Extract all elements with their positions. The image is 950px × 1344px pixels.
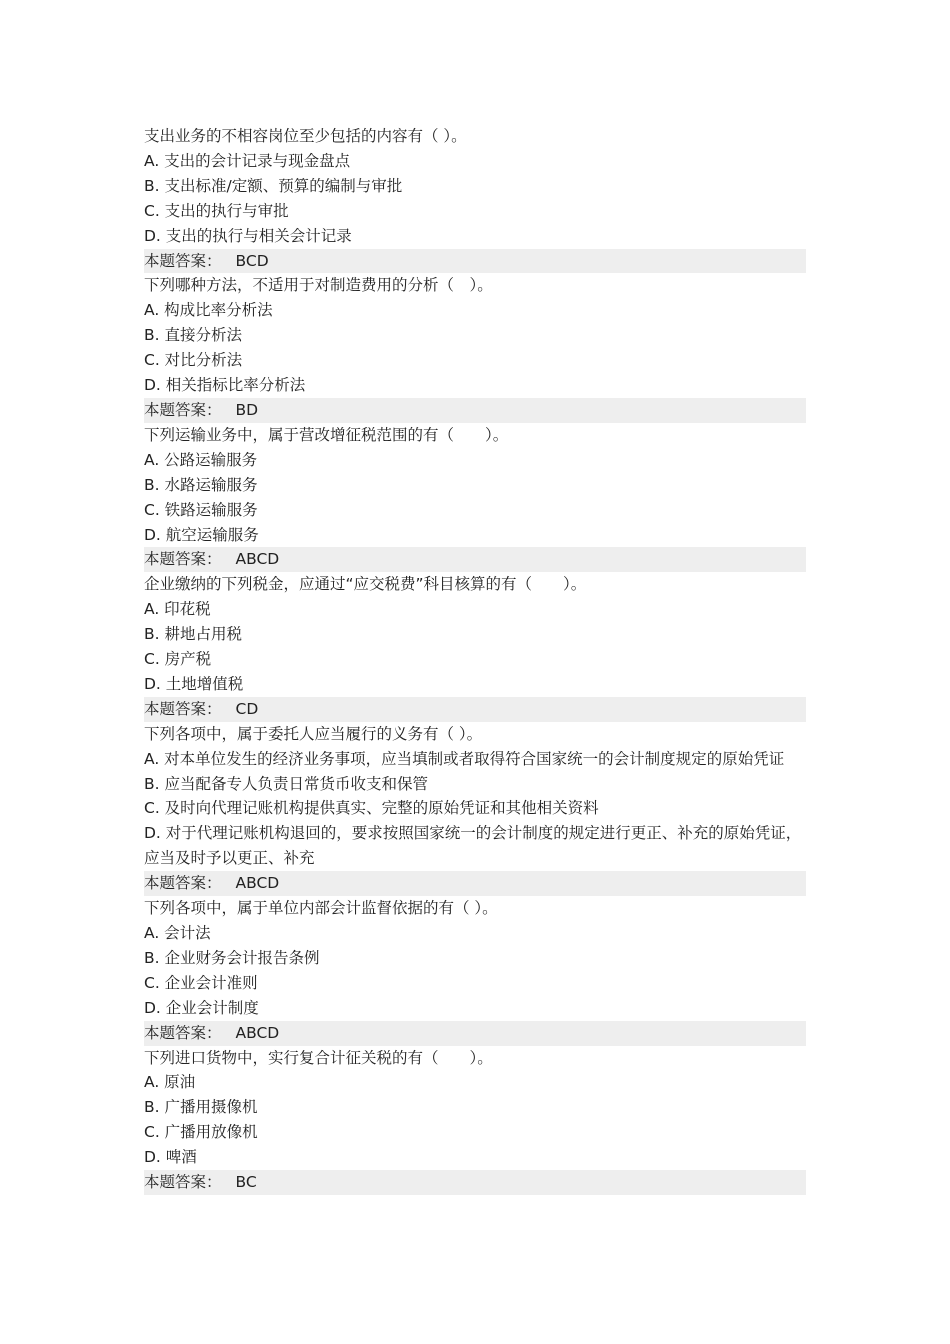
option-d: D. 相关指标比率分析法: [144, 376, 306, 395]
answer-label: 本题答案：: [144, 400, 222, 419]
option-a: A. 支出的会计记录与现金盘点: [144, 151, 351, 170]
option-a: A. 构成比率分析法: [144, 301, 273, 320]
question-3: [144, 423, 806, 572]
answer-value: CD: [235, 699, 259, 718]
answer-label: 本题答案：: [144, 251, 222, 270]
option-c: C. 企业会计准则: [144, 973, 258, 992]
answer-label: 本题答案：: [144, 874, 222, 893]
answer-row: [144, 547, 806, 572]
answer-row: [144, 249, 806, 274]
option-a: A. 对本单位发生的经济业务事项，应当填制或者取得符合国家统一的会计制度规定的原始凭证: [144, 749, 785, 768]
answer-row: [144, 398, 806, 423]
answer-value: BD: [235, 400, 259, 419]
option-c: C. 房产税: [144, 650, 212, 669]
question-stem: 下列进口货物中，实行复合计征关税的有（ ）。: [144, 1048, 493, 1067]
question-stem: 支出业务的不相容岗位至少包括的内容有（ ）。: [144, 127, 467, 145]
option-a: A. 原油: [144, 1073, 196, 1092]
question-6: [144, 896, 806, 1045]
answer-row: [144, 1021, 806, 1046]
option-d: D. 企业会计制度: [144, 998, 259, 1017]
answer-row: [144, 871, 806, 896]
option-a: A. 印花税: [144, 600, 211, 619]
question-stem: 企业缴纳的下列税金，应通过“应交税费”科目核算的有（ ）。: [144, 575, 587, 594]
answer-value: ABCD: [235, 1023, 280, 1042]
answer-label: 本题答案：: [144, 1023, 222, 1042]
question-5: [144, 722, 806, 896]
question-4: [144, 572, 806, 721]
answer-value: ABCD: [235, 874, 280, 893]
option-a: A. 公路运输服务: [144, 450, 258, 469]
option-b: B. 支出标准/定额、预算的编制与审批: [144, 176, 403, 195]
option-d: D. 航空运输服务: [144, 525, 259, 544]
answer-row: [144, 1170, 806, 1195]
question-1: [144, 124, 806, 273]
question-stem: 下列各项中，属于委托人应当履行的义务有（ ）。: [144, 724, 483, 743]
option-d: D. 对于代理记账机构退回的，要求按照国家统一的会计制度的规定进行更正、补充的原始凭证，应当及时予以更正、补充: [144, 824, 802, 868]
option-c: C. 及时向代理记账机构提供真实、完整的原始凭证和其他相关资料: [144, 799, 599, 818]
option-c: C. 支出的执行与审批: [144, 201, 289, 220]
question-document: [144, 124, 806, 1195]
option-b: B. 应当配备专人负责日常货币收支和保管: [144, 774, 428, 793]
option-c: C. 铁路运输服务: [144, 500, 258, 519]
answer-value: ABCD: [235, 550, 280, 569]
option-c: C. 对比分析法: [144, 351, 243, 370]
option-b: B. 企业财务会计报告条例: [144, 948, 320, 967]
answer-value: BC: [235, 1173, 257, 1192]
answer-row: [144, 697, 806, 722]
option-b: B. 水路运输服务: [144, 475, 258, 494]
option-d: D. 土地增值税: [144, 674, 244, 693]
option-d: D. 支出的执行与相关会计记录: [144, 226, 352, 245]
option-b: B. 广播用摄像机: [144, 1098, 258, 1117]
answer-label: 本题答案：: [144, 1173, 222, 1192]
question-stem: 下列各项中，属于单位内部会计监督依据的有（ ）。: [144, 899, 498, 918]
answer-label: 本题答案：: [144, 550, 222, 569]
answer-label: 本题答案：: [144, 699, 222, 718]
answer-value: BCD: [235, 251, 269, 270]
option-b: B. 耕地占用税: [144, 625, 242, 644]
option-d: D. 啤酒: [144, 1148, 197, 1167]
question-stem: 下列运输业务中，属于营改增征税范围的有（ ）。: [144, 425, 509, 444]
option-b: B. 直接分析法: [144, 326, 242, 345]
question-stem: 下列哪种方法，不适用于对制造费用的分析（ ）。: [144, 276, 493, 295]
option-a: A. 会计法: [144, 924, 211, 942]
question-2: [144, 273, 806, 422]
option-c: C. 广播用放像机: [144, 1123, 258, 1142]
question-7: [144, 1046, 806, 1195]
